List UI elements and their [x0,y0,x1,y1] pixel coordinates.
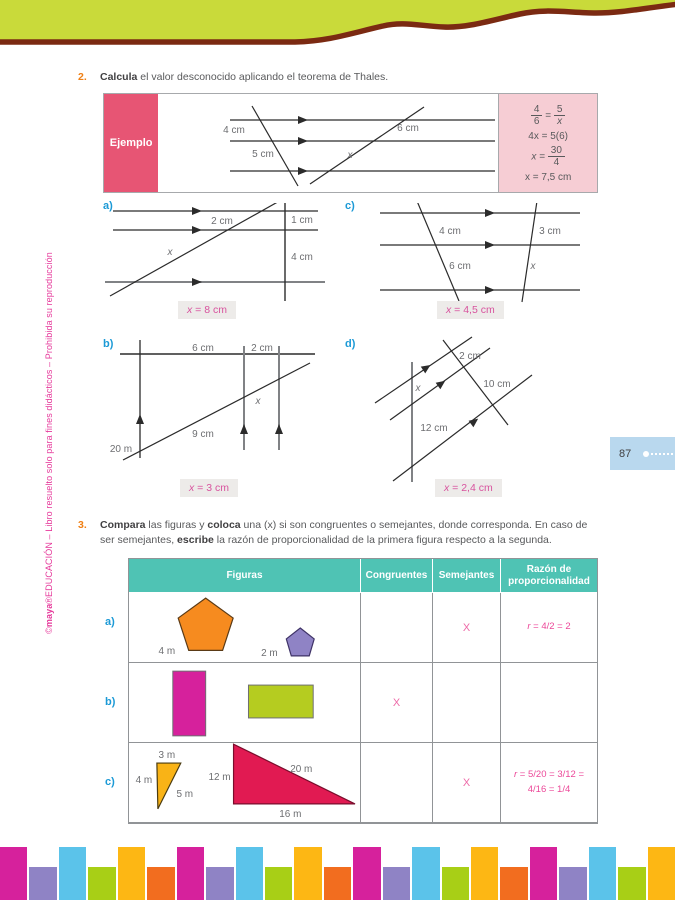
problem-d-diagram [340,336,590,484]
page-number-tab [610,437,675,470]
answer-a [178,301,236,319]
exercise2-title [100,70,578,85]
measure-label: 10 cm [483,379,511,390]
measure-label: 4 m [158,645,176,657]
footer-bar [618,867,645,900]
measure-label: 4 m [135,774,153,786]
parallel-arrow-icon [485,209,495,217]
footer-bar [147,867,174,900]
problem-c-label: c) [345,200,355,212]
solution-line2: 4x = 5(6) [528,130,569,142]
footer-bar [471,847,498,900]
table-row-b-congruentes [361,663,433,743]
table-row-b-label: b) [105,696,116,708]
unknown-label: x [167,247,173,258]
solution-line3 [531,145,565,169]
measure-label: 9 cm [192,429,214,440]
parallel-arrow-icon [192,278,202,286]
table-row-b-semejantes [433,663,501,743]
exercise2-heading [78,70,578,85]
table-row-a-figures [129,593,361,663]
footer-bar [206,867,233,900]
exercise2-number: 2. [78,71,87,83]
unknown-label: x [347,150,353,161]
measure-label: 2 m [261,647,278,659]
yellow-triangle-shape [157,763,181,809]
answer-x: x [446,304,452,316]
table-row-c-congruentes [361,743,433,823]
example-box [103,93,598,193]
problem-a-label: a) [103,200,113,212]
page-tab-dotted-line [651,453,673,455]
measure-label: 12 cm [420,423,448,434]
frac-den: 6 [533,116,540,127]
lime-rectangle-shape [248,685,313,718]
answer-x: x [189,482,195,494]
parallel-arrow-icon [136,414,144,424]
footer-bar [500,867,527,900]
parallel-arrow-icon [240,424,248,434]
footer-bar [412,847,439,900]
parallel-arrow-icon [421,362,433,374]
footer-bar [0,847,27,900]
table-row-b-figures [129,663,361,743]
parallel-arrow-icon [298,137,308,145]
measure-label: 1 cm [291,215,313,226]
rectangles-figure [129,663,360,743]
problem-c-diagram [340,203,590,303]
footer-bar [559,867,586,900]
ratio-line2: 4/16 = 1/4 [527,783,571,795]
footer-bar [589,847,616,900]
footer-bar [88,867,115,900]
measure-label: 12 m [208,771,231,783]
table-row-a-label: a) [105,616,115,628]
measure-label: 4 cm [439,226,461,237]
table-row-c-semejantes [433,743,501,823]
ratio-line1: = 5/20 = 3/12 = [517,769,584,781]
unknown-label: x [255,396,261,407]
large-pentagon-shape [178,598,233,650]
copyright-sidebar [44,228,54,658]
problem-d-label: d) [345,338,356,350]
page-tab-dot-icon [643,451,649,457]
measure-label: 4 cm [223,125,246,136]
answer-value: = 2,4 cm [449,482,493,494]
small-pentagon-shape [286,628,314,656]
frac-num: 30 [548,145,565,158]
answer-b [180,479,238,497]
exercise3-title-bold2: coloca [207,519,241,531]
problem-b-diagram [100,338,340,463]
equals-sign: = [545,110,552,122]
magenta-rectangle-shape [173,671,206,736]
exercise2-title-bold: Calcula [100,71,138,83]
exercise3-title-bold3: escribe [177,534,214,547]
parallel-arrow-icon [192,226,202,234]
parallel-arrow-icon [275,424,283,434]
footer-bar [648,847,675,900]
solution-line4: x = 7,5 cm [524,171,572,183]
copyright-text: ®EDUCACIÓN – Libro resuelto solo para fines didácticos – Prohibida su reproducción [44,252,54,604]
exercise3-title-t6: la razón de proporcionalidad de la primera figura respecto a la segunda. [213,534,552,547]
measure-label: 5 m [176,788,194,800]
x-mark: X [462,621,471,634]
footer-bar [177,847,204,900]
solution-line1 [531,104,566,128]
frac-num: 4 [531,104,543,117]
measure-label: 20 m [290,763,313,775]
ratio-r: r [514,769,518,781]
parallel-arrow-icon [469,415,481,427]
footer-bar [442,867,469,900]
frac-den: x [557,116,563,127]
measure-label: 4 cm [291,252,313,263]
problem-a-diagram [100,203,335,303]
table-header-congruentes: Congruentes [361,559,433,593]
exercise3-title [100,518,603,548]
parallel-arrow-icon [298,167,308,175]
measure-label: 3 m [158,749,176,761]
table-row-c-label: c) [105,776,115,788]
measure-label: 2 cm [251,343,273,354]
exercise3-title-t2: las figuras y [145,519,208,531]
measure-label: 16 m [279,808,302,820]
answer-value: = 8 cm [192,304,227,316]
answer-value: = 4,5 cm [451,304,495,316]
example-thales-diagram [158,94,498,194]
measure-label: 6 cm [449,261,471,272]
measure-label: 6 cm [192,343,214,354]
answer-d [435,479,502,497]
table-row-b-razon [501,663,597,743]
measure-label: 6 cm [397,123,420,134]
x-mark: X [462,776,471,789]
example-figure [158,94,498,192]
measure-label: 5 cm [252,149,275,160]
footer-bar [294,847,321,900]
answer-x: x [444,482,450,494]
footer-bar [29,867,56,900]
table-header-semejantes: Semejantes [433,559,501,593]
exercise3-heading [78,518,603,548]
footer-bar [383,867,410,900]
table-row-a-semejantes [433,593,501,663]
footer-bar [59,847,86,900]
table-row-a-razon [501,593,597,663]
table-header-figuras: Figuras [129,559,361,593]
parallel-arrow-icon [298,116,308,124]
unknown-label: x [530,261,536,272]
unknown-label: x [415,383,421,394]
footer-bar [118,847,145,900]
x-mark: X [392,696,401,709]
table-row-c-figures [129,743,361,823]
table-row-c-razon [501,743,597,823]
solution-line3-lhs: x = [531,151,545,163]
answer-x: x [187,304,193,316]
ratio-value: = 4/2 = 2 [530,621,571,633]
measure-label: 2 cm [459,351,481,362]
exercise3-title-t4: una (x) si son congruentes o semejantes, donde corresponda. En caso de ser semejantes, [100,519,588,547]
copyright-symbol: © [44,627,54,634]
parallel-arrow-icon [485,286,495,294]
table-row-a-congruentes [361,593,433,663]
footer-bar [530,847,557,900]
example-tag: Ejemplo [104,94,158,192]
footer-bars [0,847,675,900]
frac-den: 4 [553,157,560,168]
measure-label: 2 cm [211,216,233,227]
footer-bar [265,867,292,900]
pentagons-figure [129,593,360,663]
problem-b-label: b) [103,338,114,350]
measure-label: 20 m [109,444,133,455]
ratio-r: r [527,621,531,633]
brand-name: maya [44,603,54,628]
example-solution-panel [498,94,597,192]
top-wave-decoration [0,0,675,52]
footer-bar [324,867,351,900]
exercise3-title-bold1: Compara [100,519,146,531]
parallel-arrow-icon [192,207,202,215]
footer-bar [236,847,263,900]
measure-label: 3 cm [539,226,561,237]
exercise2-title-rest: el valor desconocido aplicando el teorema de Thales. [137,71,389,83]
answer-value: = 3 cm [194,482,229,494]
answer-c [437,301,504,319]
parallel-arrow-icon [485,241,495,249]
table-header-razon: Razón de proporcionalidad [501,559,597,593]
frac-num: 5 [554,104,566,117]
triangles-figure [129,743,360,823]
comparison-table [128,558,598,824]
exercise3-number: 3. [78,519,87,531]
page-number: 87 [619,447,632,460]
footer-bar [353,847,380,900]
